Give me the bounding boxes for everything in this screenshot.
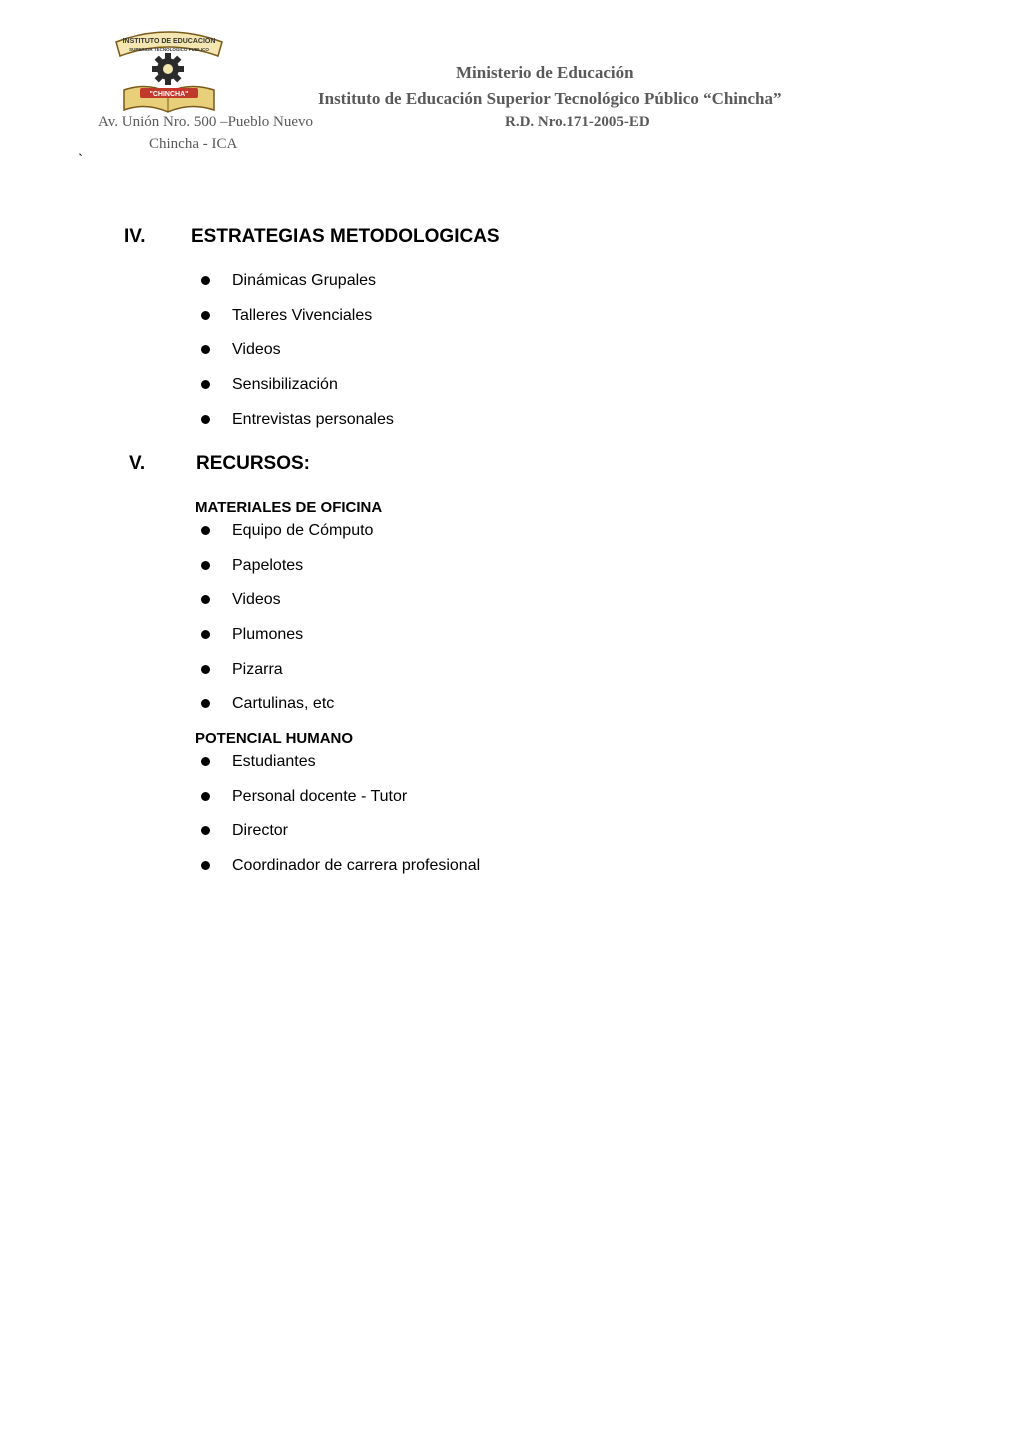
bullet-icon [201,826,210,835]
list-item-label: Director [232,822,289,840]
section-number: IV. [124,226,146,247]
bullet-icon [201,665,210,674]
bullet-icon [201,699,210,708]
list-item [196,624,373,659]
list-item-label: Equipo de Cómputo [232,522,374,539]
list-item [196,693,373,728]
list-item-label: Dinámicas Grupales [232,272,377,289]
list-item [196,659,373,694]
list-item-label: Videos [232,591,281,609]
section-title: ESTRATEGIAS METODOLOGICAS [191,226,500,247]
bullet-icon [201,630,210,639]
resolution-number: R.D. Nro.171-2005-ED [505,114,650,130]
section-title: RECURSOS: [196,453,311,474]
list-item [196,270,394,305]
logo-ribbon-text: "CHINCHA" [149,91,189,98]
gear-icon [152,53,184,85]
bullet-icon [201,595,210,604]
list-item [196,339,394,374]
logo-arc-text-top: INSTITUTO DE EDUCACION [122,38,216,45]
office-materials-list [196,520,373,728]
bullet-icon [201,415,210,424]
bullet-icon [201,526,210,535]
subheading-human-potential: POTENCIAL HUMANO [195,730,354,747]
bullet-icon [201,345,210,354]
list-item [196,751,480,786]
list-item-label: Sensibilización [232,376,338,394]
list-item [196,409,394,444]
list-item-label: Estudiantes [232,753,316,770]
human-potential-list [196,751,480,890]
bullet-icon [201,380,210,389]
list-item-label: Videos [232,341,281,359]
list-item-label: Plumones [232,626,304,644]
strategies-list [196,270,394,443]
bullet-icon [201,311,210,320]
bullet-icon [201,561,210,570]
list-item-label: Entrevistas personales [232,410,394,428]
list-item [196,520,373,555]
ministry-name: Ministerio de Educación [456,63,634,82]
bullet-icon [201,757,210,766]
list-item [196,820,480,855]
list-item-label: Pizarra [232,660,283,678]
stray-mark: ` [78,152,83,168]
list-item [196,374,394,409]
list-item [196,305,394,340]
institute-address: Av. Unión Nro. 500 –Pueblo Nuevo [98,114,313,130]
list-item-label: Personal docente - Tutor [232,787,408,805]
bullet-icon [201,276,210,285]
list-item-label: Cartulinas, etc [232,695,335,713]
institute-name: Instituto de Educación Superior Tecnológico Público “Chincha” [318,89,782,108]
bullet-icon [201,861,210,870]
institute-seal-icon [110,28,228,114]
institute-seal-logo [110,28,228,114]
institute-city: Chincha - ICA [149,136,238,152]
list-item-label: Coordinador de carrera profesional [232,857,481,875]
list-item-label: Talleres Vivenciales [232,306,373,324]
list-item [196,589,373,624]
logo-arc-text-bottom: SUPERIOR TECNOLOGICO PUBLICO [129,47,209,52]
list-item-label: Papelotes [232,556,304,574]
list-item [196,555,373,590]
subheading-office-materials: MATERIALES DE OFICINA [195,499,383,516]
list-item [196,786,480,821]
bullet-icon [201,792,210,801]
section-number: V. [129,453,146,474]
list-item [196,855,480,890]
